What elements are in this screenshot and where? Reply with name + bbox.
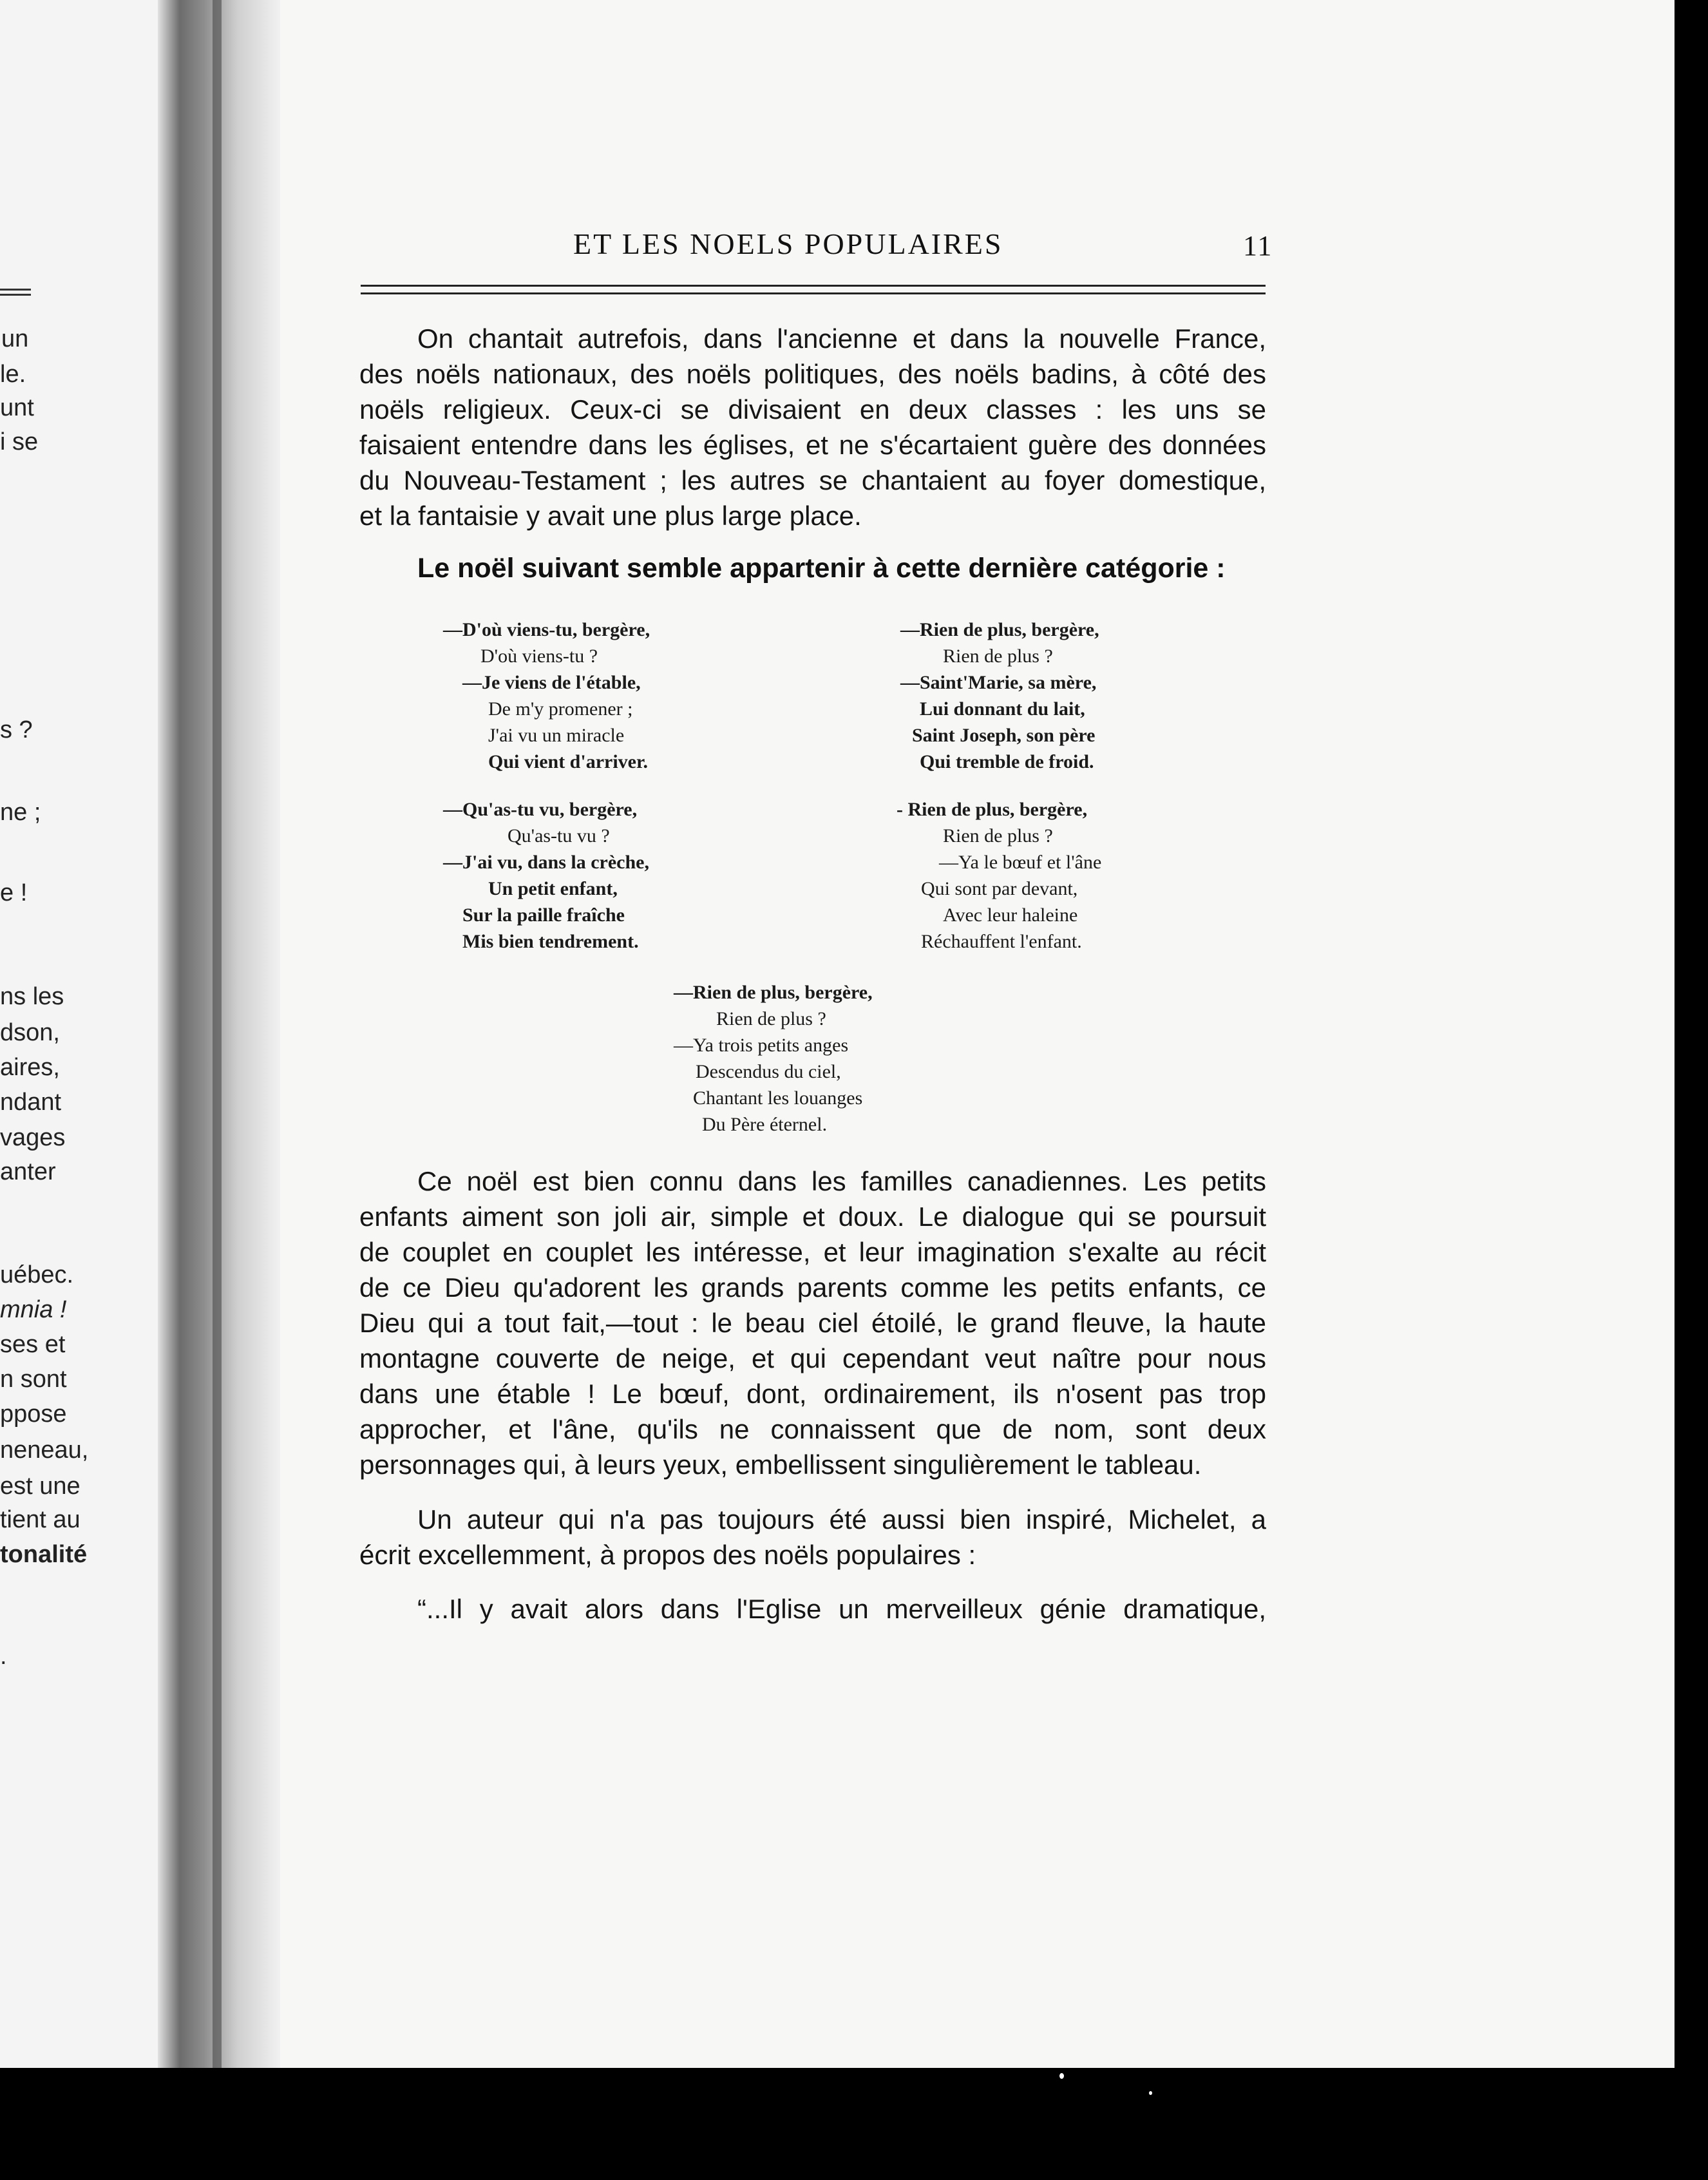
paragraph-1 <box>359 321 1266 533</box>
song-stanza-5 <box>674 979 873 1138</box>
facing-page-fragment: i se <box>0 428 39 455</box>
facing-page-fragment: ndant <box>0 1089 62 1116</box>
verse-line: Mis bien tendrement. <box>462 931 639 952</box>
facing-page-fragment: est une <box>0 1473 81 1500</box>
song-stanza-4 <box>897 796 1101 955</box>
paragraph-2 <box>359 1163 1266 1482</box>
verse-line: Du Père éternel. <box>702 1114 828 1135</box>
song-intro: Le noël suivant semble appartenir à cette dernière catégorie : <box>417 553 1226 584</box>
facing-page-fragment: vages <box>0 1124 66 1151</box>
verse-line: Chantant les louanges <box>693 1087 863 1109</box>
verse-line: Rien de plus ? <box>943 645 1053 667</box>
running-title: ET LES NOELS POPULAIRES <box>573 227 1003 260</box>
paragraph-line: approcher, et l'âne, qu'ils ne connaissent que de nom, sont deux <box>359 1414 1266 1444</box>
facing-page-fragment: anter <box>0 1158 56 1185</box>
paragraph-line: “...Il y avait alors dans l'Eglise un merveilleux génie dramatique, <box>417 1594 1266 1624</box>
paragraph-line: de ce Dieu qu'adorent les grands parents comme les petits enfants, ce <box>359 1272 1266 1303</box>
facing-page-fragment: . <box>0 1643 7 1670</box>
verse-line: Saint Joseph, son père <box>912 725 1096 746</box>
verse-line: J'ai vu un miracle <box>488 725 625 746</box>
paragraph-line: personnages qui, à leurs yeux, embellissent singulièrement le tableau. <box>359 1449 1202 1480</box>
facing-page-fragment: ppose <box>0 1401 67 1428</box>
paragraph-line: faisaient entendre dans les églises, et ne s'écartaient guère des données <box>359 430 1266 460</box>
paragraph-line: des noëls nationaux, des noëls politiques, des noëls badins, à côté des <box>359 359 1266 389</box>
facing-page-fragment: e ! <box>0 879 28 906</box>
paragraph-4 <box>359 1591 1266 1627</box>
book-gutter-crease <box>213 0 222 2068</box>
verse-line: Réchauffent l'enfant. <box>921 931 1082 952</box>
scan-speck <box>1059 2073 1064 2079</box>
paragraph-line: Ce noël est bien connu dans les familles canadiennes. Les petits <box>417 1166 1266 1196</box>
facing-page-fragment: le. <box>0 361 26 388</box>
song-stanza-3 <box>900 617 1099 775</box>
paragraph-line: dans une étable ! Le bœuf, dont, ordinairement, ils n'osent pas trop <box>359 1379 1266 1409</box>
song-stanza-1 <box>443 617 650 775</box>
verse-line: —Rien de plus, bergère, <box>900 619 1099 640</box>
paragraph-line: noëls religieux. Ceux-ci se divisaient en deux classes : les uns se <box>359 394 1266 425</box>
paragraph-line: enfants aiment son joli air, simple et doux. Le dialogue qui se poursuit <box>359 1201 1266 1232</box>
verse-line: Un petit enfant, <box>488 878 618 899</box>
facing-page-fragment: ses et <box>0 1331 66 1358</box>
verse-line: —Qu'as-tu vu, bergère, <box>443 799 638 820</box>
verse-line: D'où viens-tu ? <box>480 645 598 667</box>
verse-line: Qui sont par devant, <box>921 878 1078 899</box>
paragraph-line: et la fantaisie y avait une plus large place. <box>359 501 862 531</box>
song-stanza-2 <box>443 796 649 955</box>
verse-line: Qui vient d'arriver. <box>488 751 649 772</box>
facing-page-fragment: tonalité <box>0 1541 88 1568</box>
verse-line: —J'ai vu, dans la crèche, <box>443 852 649 873</box>
paragraph-line: Un auteur qui n'a pas toujours été aussi bien inspiré, Michelet, a <box>417 1504 1266 1535</box>
facing-page-fragment: n sont <box>0 1366 67 1393</box>
verse-line: Qu'as-tu vu ? <box>508 825 610 846</box>
paragraph-3 <box>359 1502 1266 1573</box>
verse-line: Qui tremble de froid. <box>920 751 1094 772</box>
verse-line: —Saint'Marie, sa mère, <box>900 672 1097 693</box>
facing-page-fragment: un <box>1 325 29 352</box>
verse-line: Avec leur haleine <box>943 904 1078 926</box>
verse-line: —Ya trois petits anges <box>674 1035 849 1056</box>
facing-page-fragment: s ? <box>0 716 33 743</box>
scan-speck <box>1149 2091 1152 2095</box>
verse-line: Descendus du ciel, <box>696 1061 841 1082</box>
verse-line: Rien de plus ? <box>716 1008 826 1029</box>
paragraph-line: montagne couverte de neige, et qui cependant veut naître pour nous <box>359 1343 1266 1373</box>
verse-line: —D'où viens-tu, bergère, <box>443 619 650 640</box>
paragraph-line: Dieu qui a tout fait,—tout : le beau ciel étoilé, le grand fleuve, la haute <box>359 1308 1266 1338</box>
facing-page-fragment: unt <box>0 394 34 421</box>
paragraph-line: de couplet en couplet les intéresse, et leur imagination s'exalte au récit <box>359 1237 1266 1267</box>
page-number: 11 <box>1243 230 1273 262</box>
facing-page-fragment: tient au <box>0 1506 81 1533</box>
verse-line: Lui donnant du lait, <box>920 698 1085 720</box>
header-rule-top <box>361 285 1266 287</box>
header-rule-bottom <box>361 292 1266 294</box>
facing-page-fragment: ns les <box>0 983 64 1010</box>
paragraph-line: du Nouveau-Testament ; les autres se chantaient au foyer domestique, <box>359 465 1266 495</box>
facing-page-fragment: ne ; <box>0 799 41 826</box>
verse-line: Rien de plus ? <box>943 825 1053 846</box>
facing-page-fragment: mnia ! <box>0 1296 67 1323</box>
facing-page-fragment: uébec. <box>0 1261 74 1288</box>
facing-page-fragment: aires, <box>0 1054 60 1081</box>
facing-page <box>0 0 167 2068</box>
verse-line: Sur la paille fraîche <box>462 904 625 926</box>
facing-page-rule <box>0 289 31 296</box>
verse-line: —Je viens de l'étable, <box>462 672 641 693</box>
facing-page-fragment: neneau, <box>0 1437 89 1464</box>
verse-line: —Rien de plus, bergère, <box>674 982 873 1003</box>
facing-page-fragment: dson, <box>0 1019 60 1046</box>
verse-line: De m'y promener ; <box>488 698 633 720</box>
paragraph-line: On chantait autrefois, dans l'ancienne et dans la nouvelle France, <box>417 323 1266 354</box>
verse-line: - Rien de plus, bergère, <box>897 799 1088 820</box>
verse-line: —Ya le bœuf et l'âne <box>939 852 1102 873</box>
paragraph-line: écrit excellemment, à propos des noëls populaires : <box>359 1540 976 1570</box>
